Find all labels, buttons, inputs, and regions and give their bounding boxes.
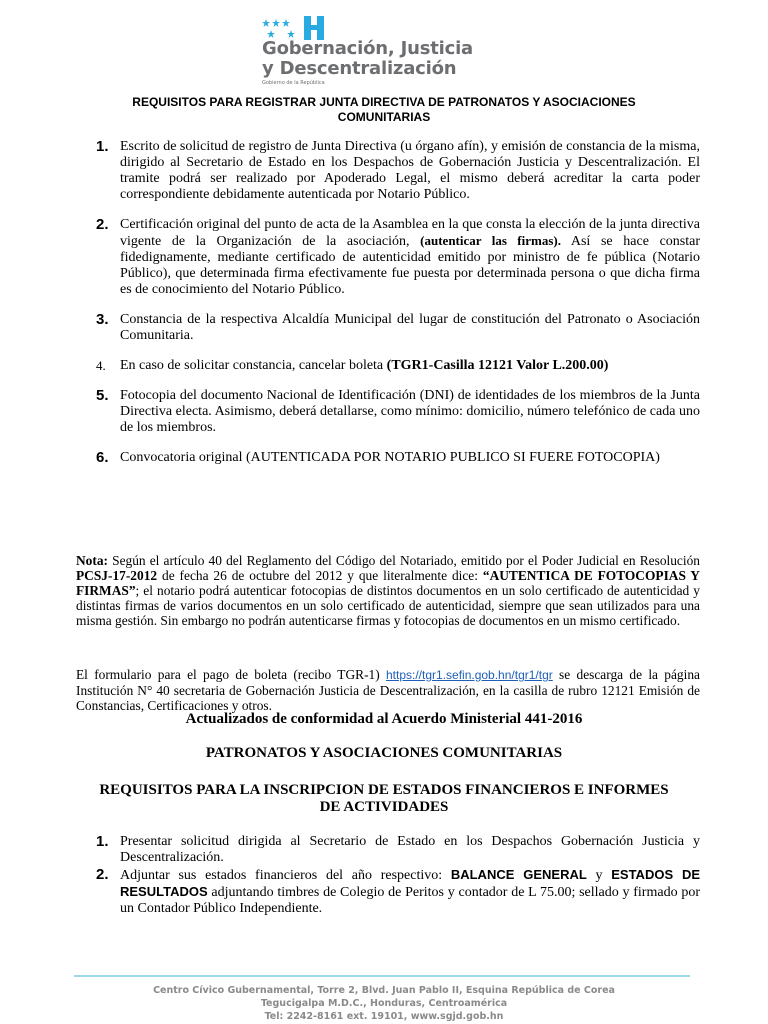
list-item — [90, 312, 700, 344]
note-text: de fecha 26 de octubre del 2012 y que literalmente dice: — [162, 568, 478, 583]
item-number: 1. — [96, 138, 109, 155]
item-text: Así se hace constar fidedignamente, mediante certificado de autenticidad emitido por ministro de fe pública (Notario Público), que determinada firma efectivamente fue puesta por determinada persona o que dicha firma es de conocimiento del Notario Público. — [120, 234, 701, 297]
note-text: ; el notario podrá autenticar fotocopias de distintos documentos en un solo certificado de autenticidad y distintas firmas de varios documentos en un solo certificado de autenticidad, siempre que sean utilizados para una misma gestión. Sin embargo no podrán autenticarse firmas y fotocopias de documentos en un mismo certificado. — [76, 583, 700, 628]
footer — [0, 984, 768, 1023]
list-item — [90, 867, 700, 917]
item-bold-text: (TGR1-Casilla 12121 Valor L.200.00) — [386, 358, 609, 373]
section-title: PATRONATOS Y ASOCIACIONES COMUNITARIAS — [205, 745, 563, 761]
item-number: 1. — [96, 833, 109, 850]
financial-requirements-list — [90, 834, 700, 917]
list-item — [90, 450, 700, 466]
footer-address: Centro Cívico Gubernamental, Torre 2, Blvd. Juan Pablo II, Esquina República de Corea — [153, 985, 615, 996]
list-item — [90, 388, 700, 436]
footer-contact: Tel: 2242-8161 ext. 19101, www.sgjd.gob.hn — [264, 1011, 504, 1022]
item-bold-text: ESTADOS DE RESULTADOS — [120, 867, 700, 899]
list-item — [90, 139, 700, 203]
form-paragraph — [76, 667, 700, 713]
page-title: REQUISITOS PARA REGISTRAR JUNTA DIRECTIVA DE PATRONATOS Y ASOCIACIONES COMUNITARIAS — [132, 95, 636, 124]
stars-icon — [262, 18, 302, 40]
list-item — [90, 834, 700, 866]
requirements-list — [90, 139, 700, 466]
logo-line-2: y Descentralización — [262, 58, 457, 79]
item-number: 5. — [96, 387, 109, 404]
item-text: y — [595, 868, 603, 883]
institution-logo — [262, 16, 522, 88]
item-bold-text: (autenticar las firmas). — [420, 233, 561, 248]
logo-line-1: Gobernación, Justicia — [262, 38, 473, 59]
footer-divider — [74, 975, 690, 977]
item-text: adjuntando timbres de Colegio de Peritos y contador de L 75.00; sellado y firmado por un Contador Público Independiente. — [120, 885, 700, 916]
list-item — [90, 217, 700, 298]
note-text: Según el artículo 40 del Reglamento del Código del Notariado, emitido por el Poder Judicial en Resolución — [112, 553, 700, 568]
item-text: Certificación original del punto de acta de la Asamblea en la que consta la elección de la junta directiva vigente de la Organización de la asociación, — [120, 217, 700, 249]
item-number: 2. — [96, 216, 109, 233]
item-number: 4. — [96, 358, 106, 373]
form-text: se descarga de la página Institución N° 40 secretaria de Gobernación Justicia de Descentralización, en la casilla de rubro 12121 Emisión de Constancias, Certificaciones y otros. — [76, 667, 700, 713]
list-item — [90, 358, 700, 374]
item-text: Escrito de solicitud de registro de Junta Directiva (u órgano afín), y emisión de constancia de la misma, dirigido al Secretario de Estado en los Despachos de Gobernación Justicia y Descentralización. El tramite podrá ser realizado por Apoderado Legal, el mismo deberá acreditar la carta poder correspondiente debidamente autenticada por Notario Público. — [120, 139, 700, 202]
tgr1-link[interactable]: https://tgr1.sefin.gob.hn/tgr1/tgr — [385, 668, 553, 682]
note-paragraph — [76, 553, 700, 628]
resolution-number: PCSJ-17-2012 — [76, 568, 158, 583]
item-text: Constancia de la respectiva Alcaldía Municipal del lugar de constitución del Patronato o Asociación Comunitaria. — [120, 312, 700, 343]
item-number: 6. — [96, 449, 109, 466]
item-bold-text: BALANCE GENERAL — [450, 867, 587, 882]
note-label: Nota: — [76, 553, 108, 568]
footer-city: Tegucigalpa M.D.C., Honduras, Centroamérica — [260, 998, 508, 1009]
item-text: Convocatoria original (AUTENTICADA POR NOTARIO PUBLICO SI FUERE FOTOCOPIA) — [120, 450, 660, 465]
item-number: 3. — [96, 311, 109, 328]
item-text: Presentar solicitud dirigida al Secretario de Estado en los Despachos Gobernación Justicia y Descentralización. — [120, 834, 700, 865]
section-subtitle: REQUISITOS PARA LA INSCRIPCION DE ESTADOS FINANCIEROS E INFORMES DE ACTIVIDADES — [99, 782, 669, 815]
item-text: Fotocopia del documento Nacional de Identificación (DNI) de identidades de los miembros de la Junta Directiva electa. Asimismo, deberá detallarse, como mínimo: domicilio, número telefónico de cada uno de los miembros. — [120, 388, 700, 435]
updated-notice: Actualizados de conformidad al Acuerdo Ministerial 441-2016 — [185, 711, 583, 727]
h-letter-icon — [302, 16, 326, 40]
item-number: 2. — [96, 866, 109, 883]
logo-subtitle: Gobierno de la República — [262, 80, 325, 86]
form-text: El formulario para el pago de boleta (recibo TGR-1) — [76, 667, 380, 682]
item-text: Adjuntar sus estados financieros del año respectivo: — [120, 868, 443, 883]
item-text: En caso de solicitar constancia, cancelar boleta — [120, 358, 384, 373]
note-quote: “AUTENTICA DE FOTOCOPIAS Y FIRMAS” — [76, 568, 700, 598]
